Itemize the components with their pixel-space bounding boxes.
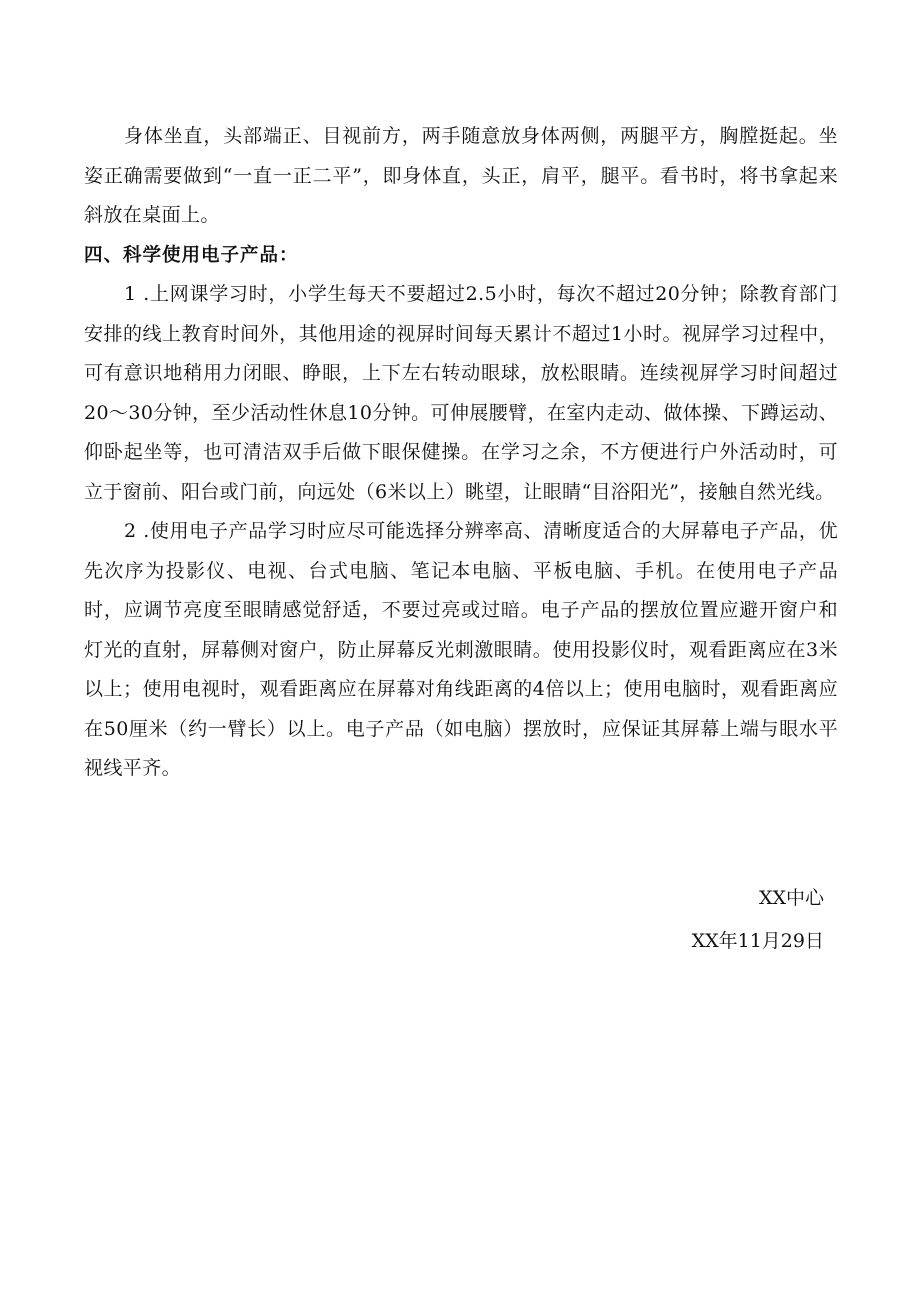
section-heading: 四、科学使用电子产品： — [84, 244, 299, 266]
signature-organization: XX中心 — [758, 887, 824, 909]
item-2-paragraph: 2 .使用电子产品学习时应尽可能选择分辨率高、清晰度适合的大屏幕电子产品，优先次序为投影仪、电视、台式电脑、笔记本电脑、平板电脑、手机。在使用电子产品时，应调节亮度至眼睛感觉舒适，不要过亮或过暗。电子产品的摆放位置应避开窗户和灯光的直射，屏幕侧对窗户，防止屏幕反光刺激眼睛。使用投影仪时，观看距离应在3米以上；使用电视时，观看距离应在屏幕对角线距离的4倍以上；使用电脑时，观看距离应在50厘米（约一臂长）以上。电子产品（如电脑）摆放时，应保证其屏幕上端与眼水平视线平齐。 — [84, 520, 838, 779]
posture-paragraph: 身体坐直，头部端正、目视前方，两手随意放身体两侧，两腿平方，胸膛挺起。坐姿正确需要做到“一直一正二平”，即身体直，头正，肩平，腿平。看书时，将书拿起来斜放在桌面上。 — [84, 125, 838, 226]
document-body — [84, 117, 838, 789]
item-1-paragraph: 1 .上网课学习时，小学生每天不要超过2.5小时，每次不超过20分钟；除教育部门安排的线上教育时间外，其他用途的视屏时间每天累计不超过1小时。视屏学习过程中，可有意识地稍用力闭眼、睁眼，上下左右转动眼球，放松眼睛。连续视屏学习时间超过20～30分钟，至少活动性休息10分钟。可伸展腰臂，在室内走动、做体操、下蹲运动、仰卧起坐等，也可清洁双手后做下眼保健操。在学习之余，不方便进行户外活动时，可立于窗前、阳台或门前，向远处（6米以上）眺望，让眼睛“目浴阳光”，接触自然光线。 — [84, 283, 838, 503]
signature-date: XX年11月29日 — [691, 930, 824, 952]
